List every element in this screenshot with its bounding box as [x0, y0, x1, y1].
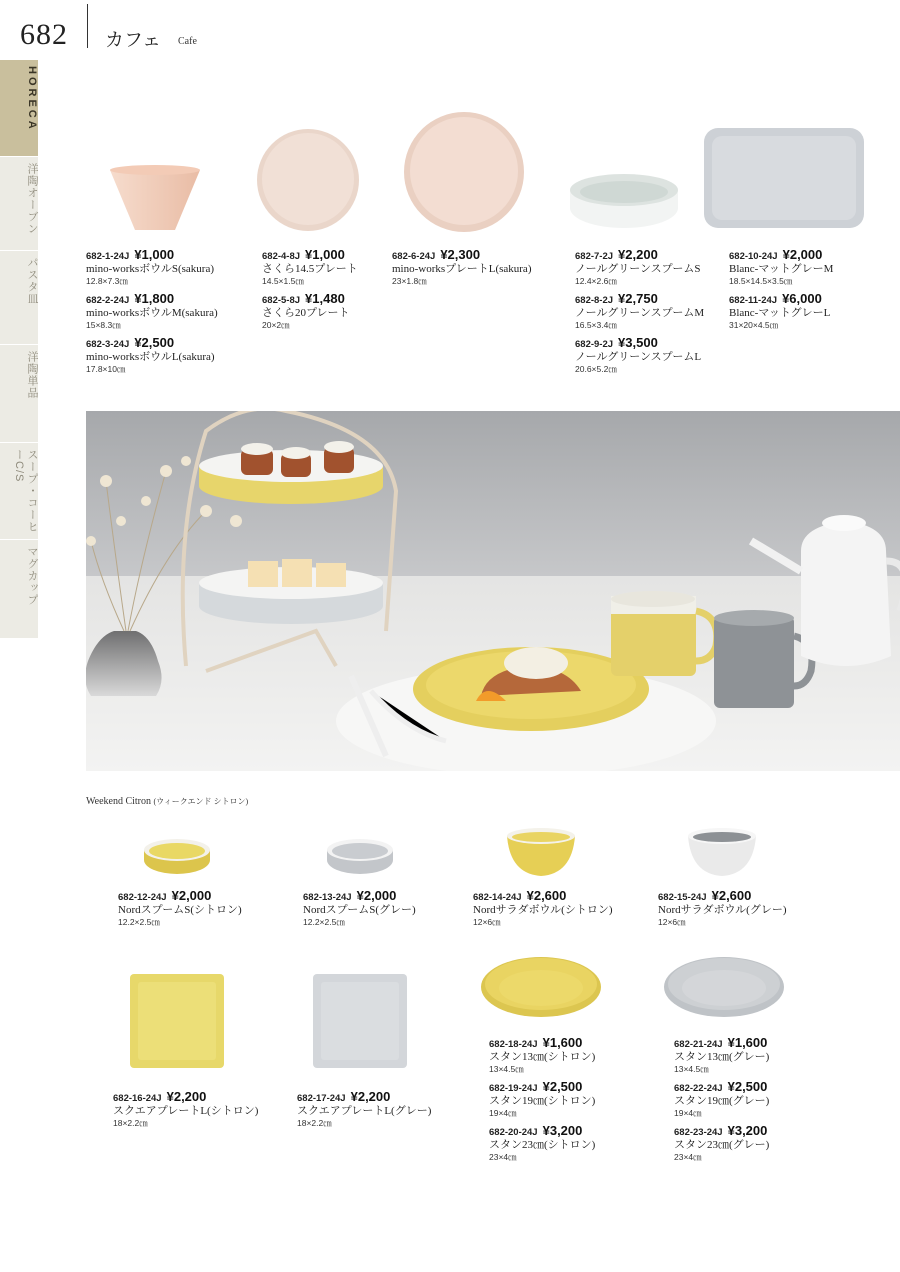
- product-size: 12×6㎝: [473, 917, 501, 927]
- product-size: 14.5×1.5㎝: [262, 276, 304, 286]
- product-price: ¥2,200: [350, 1089, 391, 1104]
- product-size: 23×4㎝: [674, 1152, 702, 1162]
- product-price: ¥3,500: [618, 335, 658, 350]
- product-group-stan-grey: [674, 1035, 769, 1163]
- product-name: スタン13㎝(グレー): [674, 1051, 770, 1063]
- product-price: ¥2,200: [166, 1089, 207, 1104]
- product-size: 31×20×4.5㎝: [729, 320, 779, 330]
- product-code: 682-3-24J: [86, 339, 130, 350]
- side-tab-label: 洋陶単品: [26, 351, 38, 399]
- product-name: mino-worksボウルM(sakura): [86, 307, 218, 319]
- product-code: 682-16-24J: [113, 1093, 162, 1104]
- sakura-bowl-image: [105, 160, 205, 235]
- product-group-nord-salad-citron: [473, 888, 613, 928]
- product-group-sakura-plate-l: [392, 247, 531, 287]
- product-size: 12.8×7.3㎝: [86, 276, 128, 286]
- product-name: Nordサラダボウル(グレー): [658, 904, 787, 916]
- product-size: 12.4×2.6㎝: [575, 276, 617, 286]
- sakura-plate-large-image: [402, 110, 526, 234]
- product-code: 682-15-24J: [658, 892, 707, 903]
- product-price: ¥2,500: [134, 335, 175, 350]
- product-size: 16.5×3.4㎝: [575, 320, 617, 330]
- product-code: 682-8-2J: [575, 295, 614, 306]
- product-price: ¥2,300: [440, 247, 481, 262]
- product-group-nord-green: [575, 247, 704, 375]
- product-size: 13×4.5㎝: [489, 1064, 524, 1074]
- product-code: 682-12-24J: [118, 892, 167, 903]
- product-name: スクエアプレートL(シトロン): [113, 1105, 259, 1117]
- nord-spoom-grey-image: [325, 833, 395, 878]
- product-price: ¥1,000: [134, 247, 175, 262]
- side-tab-label: パスタ皿: [26, 257, 38, 305]
- square-plate-grey-image: [311, 972, 409, 1070]
- product-size: 18×2.2㎝: [113, 1118, 148, 1128]
- product-group-square-citron: [113, 1089, 258, 1129]
- product-code: 682-17-24J: [297, 1093, 346, 1104]
- stan-plate-grey-image: [662, 953, 786, 1019]
- product-price: ¥1,600: [727, 1035, 768, 1050]
- product-price: ¥6,000: [782, 291, 822, 306]
- product-price: ¥2,200: [618, 247, 658, 262]
- side-tab-label: 洋陶オーブン: [26, 163, 38, 235]
- side-tab-label: マグカップ: [26, 546, 38, 606]
- product-price: ¥1,000: [305, 247, 345, 262]
- product-name: スタン23㎝(シトロン): [489, 1139, 596, 1151]
- product-code: 682-18-24J: [489, 1039, 538, 1050]
- product-name: NordスプームS(グレー): [303, 904, 416, 916]
- side-tab-label: HORECA: [26, 66, 38, 132]
- product-price: ¥2,750: [618, 291, 658, 306]
- series-name: Weekend Citron: [86, 796, 152, 807]
- product-code: 682-20-24J: [489, 1127, 538, 1138]
- product-name: ノールグリーンスプームS: [575, 263, 701, 275]
- product-size: 23×4㎝: [489, 1152, 517, 1162]
- product-code: 682-13-24J: [303, 892, 352, 903]
- product-size: 17.8×10㎝: [86, 364, 126, 374]
- product-name: スタン23㎝(グレー): [674, 1139, 770, 1151]
- product-group-nord-spoom-citron: [118, 888, 242, 928]
- side-tab-soup[interactable]: [0, 443, 38, 540]
- product-name: スクエアプレートL(グレー): [297, 1105, 432, 1117]
- category-title-en: Cafe: [178, 36, 197, 47]
- product-name: ノールグリーンスプームM: [575, 307, 705, 319]
- page-number: 682: [20, 18, 68, 51]
- product-name: NordスプームS(シトロン): [118, 904, 242, 916]
- product-group-sakura-bowl: [86, 247, 218, 375]
- product-price: ¥2,500: [542, 1079, 583, 1094]
- sakura-plate-small-image: [255, 127, 361, 233]
- stan-plate-citron-image: [479, 953, 603, 1019]
- product-code: 682-6-24J: [392, 251, 436, 262]
- side-tab-horeca[interactable]: [0, 60, 38, 157]
- side-tab-single[interactable]: [0, 345, 38, 443]
- side-tab-label: スープ・コーヒーC/S: [13, 449, 38, 533]
- product-name: mino-worksボウルS(sakura): [86, 263, 214, 275]
- product-code: 682-1-24J: [86, 251, 130, 262]
- product-group-nord-salad-grey: [658, 888, 787, 928]
- product-price: ¥2,600: [526, 888, 567, 903]
- product-group-nord-spoom-grey: [303, 888, 416, 928]
- header-divider: [87, 4, 88, 48]
- product-price: ¥2,000: [171, 888, 212, 903]
- nord-salad-bowl-citron-image: [505, 826, 577, 878]
- square-plate-citron-image: [128, 972, 226, 1070]
- product-price: ¥2,000: [356, 888, 397, 903]
- product-size: 12×6㎝: [658, 917, 686, 927]
- product-code: 682-11-24J: [729, 295, 778, 306]
- product-price: ¥3,200: [727, 1123, 768, 1138]
- product-name: スタン19㎝(シトロン): [489, 1095, 596, 1107]
- product-group-stan-citron: [489, 1035, 595, 1163]
- product-size: 15×8.3㎝: [86, 320, 121, 330]
- product-size: 12.2×2.5㎝: [118, 917, 160, 927]
- product-code: 682-23-24J: [674, 1127, 723, 1138]
- product-code: 682-4-8J: [262, 251, 301, 262]
- lifestyle-photo: [86, 411, 900, 771]
- product-size: 23×1.8㎝: [392, 276, 427, 286]
- product-size: 20.6×5.2㎝: [575, 364, 617, 374]
- series-name-jp: (ウィークエンド シトロン): [153, 797, 249, 806]
- product-size: 19×4㎝: [489, 1108, 517, 1118]
- nord-salad-bowl-grey-image: [686, 826, 758, 878]
- product-price: ¥1,600: [542, 1035, 583, 1050]
- product-size: 13×4.5㎝: [674, 1064, 709, 1074]
- product-size: 18.5×14.5×3.5㎝: [729, 276, 793, 286]
- product-code: 682-2-24J: [86, 295, 130, 306]
- series-label: [86, 796, 248, 807]
- product-code: 682-21-24J: [674, 1039, 723, 1050]
- product-code: 682-5-8J: [262, 295, 301, 306]
- product-size: 12.2×2.5㎝: [303, 917, 345, 927]
- product-price: ¥2,500: [727, 1079, 768, 1094]
- product-name: さくら14.5プレート: [262, 263, 358, 275]
- product-name: さくら20プレート: [262, 307, 350, 319]
- category-title: カフェ: [105, 30, 162, 51]
- product-group-blanc: [729, 247, 833, 331]
- product-name: mino-worksボウルL(sakura): [86, 351, 215, 363]
- side-tab-pasta[interactable]: [0, 251, 38, 345]
- product-price: ¥2,600: [711, 888, 752, 903]
- side-tab-mug[interactable]: [0, 540, 38, 639]
- product-name: スタン19㎝(グレー): [674, 1095, 770, 1107]
- product-name: Blanc-マットグレーL: [729, 307, 831, 319]
- product-size: 19×4㎝: [674, 1108, 702, 1118]
- product-price: ¥2,000: [782, 247, 823, 262]
- product-name: Blanc-マットグレーM: [729, 263, 834, 275]
- product-name: mino-worksプレートL(sakura): [392, 263, 532, 275]
- product-size: 18×2.2㎝: [297, 1118, 332, 1128]
- product-name: Nordサラダボウル(シトロン): [473, 904, 613, 916]
- product-code: 682-14-24J: [473, 892, 522, 903]
- nord-spoom-citron-image: [142, 833, 212, 878]
- product-code: 682-22-24J: [674, 1083, 723, 1094]
- side-tab-oven[interactable]: [0, 157, 38, 251]
- product-code: 682-19-24J: [489, 1083, 538, 1094]
- product-group-square-grey: [297, 1089, 431, 1129]
- product-group-sakura-plate: [262, 247, 358, 331]
- product-code: 682-7-2J: [575, 251, 614, 262]
- product-code: 682-10-24J: [729, 251, 778, 262]
- blanc-matte-grey-plate-image: [702, 126, 866, 230]
- product-name: ノールグリーンスプームL: [575, 351, 702, 363]
- product-price: ¥3,200: [542, 1123, 583, 1138]
- product-price: ¥1,480: [305, 291, 345, 306]
- product-code: 682-9-2J: [575, 339, 614, 350]
- product-size: 20×2㎝: [262, 320, 290, 330]
- product-name: スタン13㎝(シトロン): [489, 1051, 596, 1063]
- nord-green-spoom-image: [568, 170, 680, 232]
- product-price: ¥1,800: [134, 291, 175, 306]
